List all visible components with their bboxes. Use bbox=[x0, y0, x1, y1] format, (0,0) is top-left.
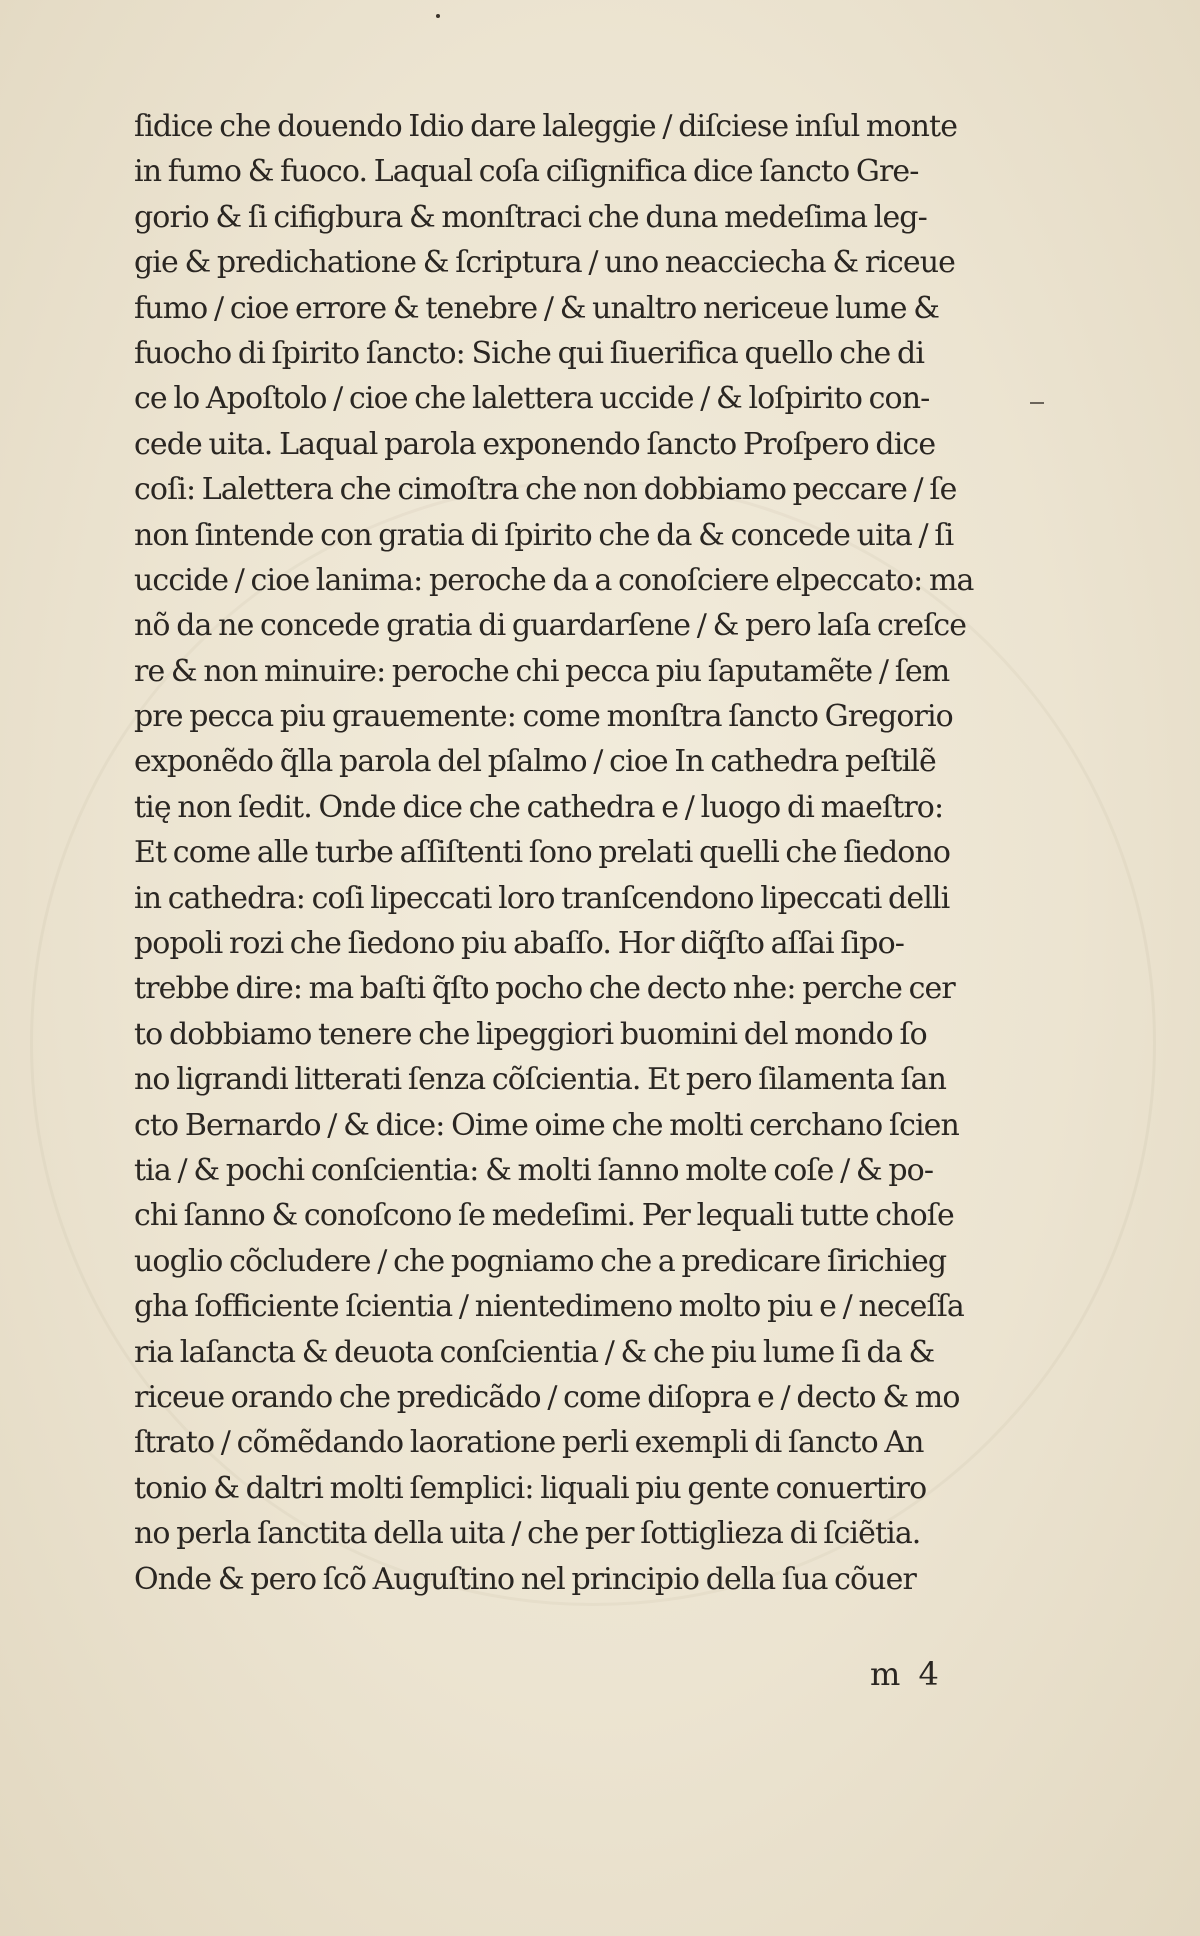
text-line: to dobbiamo tenere che lipeggiori buomini del mondo ſo bbox=[134, 1016, 927, 1052]
text-line: Et come alle turbe aſſiſtenti ſono prelati quelli che ſiedono bbox=[134, 835, 951, 871]
text-line: Onde & pero ſcõ Auguſtino nel principio della ſua cõuer bbox=[134, 1561, 916, 1597]
text-line: riceue orando che predicãdo / come diſopra e / decto & mo bbox=[134, 1379, 960, 1415]
text-line: cto Bernardo / & dice: Oime oime che molti cerchano ſcien bbox=[134, 1107, 959, 1143]
text-line: gha ſofficiente ſcientia / nientedimeno molto piu e / neceſſa bbox=[134, 1289, 964, 1325]
text-line: cede uita. Laqual parola exponendo ſancto Proſpero dice bbox=[134, 426, 936, 462]
text-line: ſidice che douendo Idio dare laleggie / diſciese inſul monte bbox=[134, 109, 958, 144]
text-line: ce lo Apoſtolo / cioe che lalettera uccide / & loſpirito con- bbox=[134, 381, 930, 417]
ink-speck bbox=[436, 14, 440, 18]
text-line: tonio & daltri molti ſemplici: liquali piu gente conuertiro bbox=[134, 1470, 927, 1506]
text-line: chi ſanno & conoſcono ſe medeſimi. Per lequali tutte choſe bbox=[134, 1198, 954, 1234]
text-line: no ligrandi litterati ſenza cõſcientia. Et pero ſilamenta ſan bbox=[134, 1062, 947, 1098]
text-line: pre pecca piu grauemente: come monſtra ſancto Gregorio bbox=[134, 699, 953, 735]
signature-mark: m 4 bbox=[870, 1655, 943, 1693]
text-line: tia / & pochi conſcientia: & molti ſanno molte coſe / & po- bbox=[134, 1152, 934, 1188]
text-line: exponẽdo q̃lla parola del pſalmo / cioe In cathedra peſtilẽ bbox=[134, 744, 936, 780]
text-line: ria laſancta & deuota conſcientia / & che piu lume ſi da & bbox=[134, 1334, 935, 1370]
text-line: ſtrato / cõmẽdando laoratione perli exempli di ſancto An bbox=[134, 1425, 924, 1461]
text-line: coſi: Lalettera che cimoſtra che non dobbiamo peccare / ſe bbox=[134, 472, 957, 508]
margin-mark bbox=[1030, 402, 1044, 404]
text-line: uccide / cioe lanima: peroche da a conoſciere elpeccato: ma bbox=[134, 562, 974, 598]
text-line: in fumo & fuoco. Laqual coſa ciſignifica dice ſancto Gre- bbox=[134, 154, 919, 190]
text-block bbox=[134, 104, 1014, 1602]
text-line: no perla ſanctita della uita / che per ſottiglieza di ſciẽtia. bbox=[134, 1516, 921, 1552]
text-line: tię non ſedit. Onde dice che cathedra e / luogo di maeſtro: bbox=[134, 789, 944, 825]
text-line: nõ da ne concede gratia di guardarſene / & pero laſa creſce bbox=[134, 608, 967, 644]
text-line: non ſintende con gratia di ſpirito che da & concede uita / ſi bbox=[134, 517, 954, 553]
text-line: fumo / cioe errore & tenebre / & unaltro nericeue lume & bbox=[134, 290, 940, 326]
text-line: gorio & ſi cifigbura & monſtraci che duna medeſima leg- bbox=[134, 199, 927, 235]
text-line: fuocho di ſpirito ſancto: Siche qui ſiuerifica quello che di bbox=[134, 335, 925, 371]
text-line: popoli rozi che ſiedono piu abaſſo. Hor diq̃ſto aſſai ſipo- bbox=[134, 926, 904, 962]
text-line: uoglio cõcludere / che pogniamo che a predicare ſirichieg bbox=[134, 1243, 947, 1279]
text-line: trebbe dire: ma baſti q̃ſto pocho che decto nhe: perche cer bbox=[134, 971, 955, 1007]
text-line: in cathedra: coſi lipeccati loro tranſcendono lipeccati delli bbox=[134, 880, 950, 916]
text-line: re & non minuire: peroche chi pecca piu ſaputamẽte / ſem bbox=[134, 653, 950, 689]
text-line: gie & predichatione & ſcriptura / uno neacciecha & riceue bbox=[134, 245, 956, 281]
